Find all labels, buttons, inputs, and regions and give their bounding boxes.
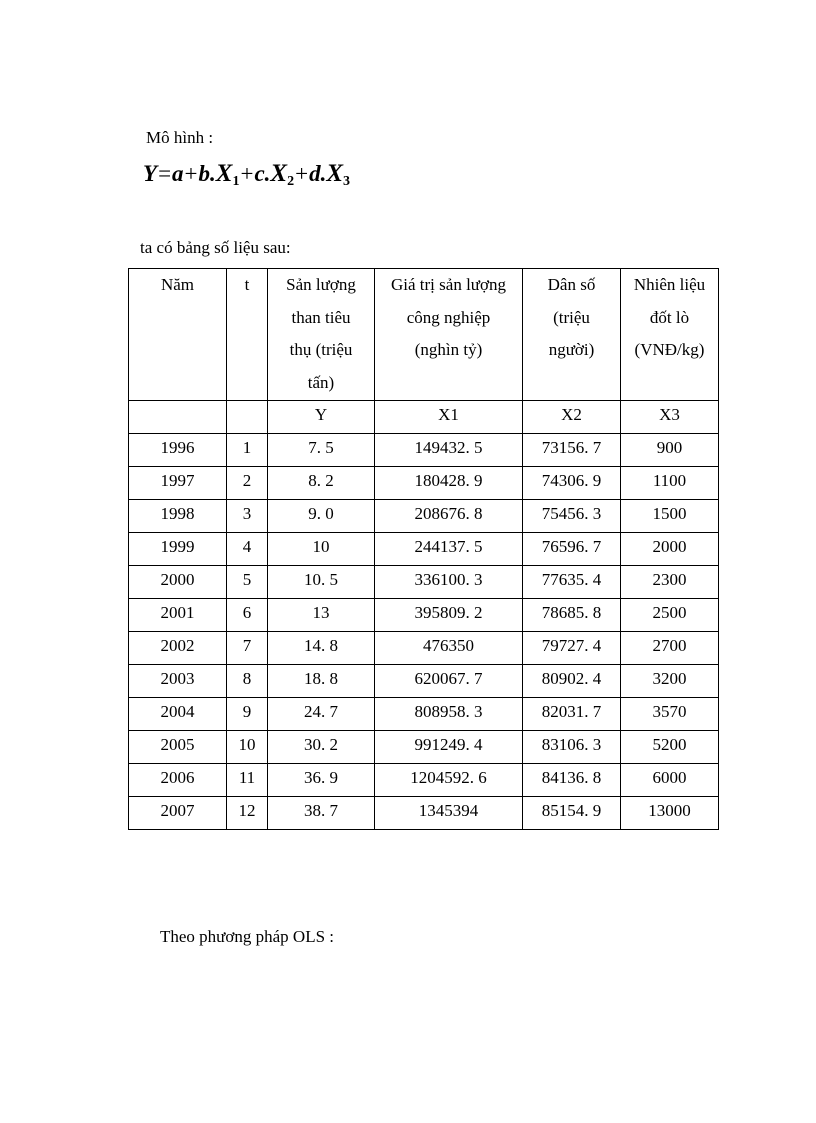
formula-equals: = <box>158 161 172 186</box>
table-cell: 4 <box>227 533 268 566</box>
column-header-line: công nghiệp <box>406 307 491 327</box>
formula-plus-2: + <box>240 161 254 186</box>
table-cell: 2001 <box>129 599 227 632</box>
table-cell: 336100. 3 <box>375 566 523 599</box>
table-row <box>129 500 719 533</box>
table-cell: 2003 <box>129 665 227 698</box>
table-cell: 12 <box>227 797 268 830</box>
table-cell: 1998 <box>129 500 227 533</box>
ols-text: Theo phương pháp OLS : <box>160 927 335 946</box>
table-cell: 2500 <box>621 599 719 632</box>
table-cell: 83106. 3 <box>523 731 621 764</box>
table-cell: 74306. 9 <box>523 467 621 500</box>
table-cell: 991249. 4 <box>375 731 523 764</box>
table-row <box>129 467 719 500</box>
column-header-line: than tiêu <box>291 307 351 327</box>
column-header <box>129 269 227 401</box>
table-cell: 2 <box>227 467 268 500</box>
table-cell: 85154. 9 <box>523 797 621 830</box>
column-header <box>621 269 719 401</box>
table-cell: 2000 <box>621 533 719 566</box>
column-header-line: (nghìn tỷ) <box>414 340 483 359</box>
table-cell: 7 <box>227 632 268 665</box>
table-cell: 10. 5 <box>268 566 375 599</box>
table-cell: 6000 <box>621 764 719 797</box>
table-cell: 6 <box>227 599 268 632</box>
column-header-line: t <box>244 275 250 294</box>
table-cell: 180428. 9 <box>375 467 523 500</box>
variable-symbol-cell <box>227 401 268 434</box>
regression-formula <box>143 160 350 190</box>
table-cell: 38. 7 <box>268 797 375 830</box>
table-cell: 208676. 8 <box>375 500 523 533</box>
formula-a: a <box>172 161 184 186</box>
column-header-line: Giá trị sản lượng <box>391 275 506 294</box>
table-row <box>129 698 719 731</box>
table-cell: 476350 <box>375 632 523 665</box>
table-row <box>129 566 719 599</box>
table-cell: 82031. 7 <box>523 698 621 731</box>
table-cell: 13000 <box>621 797 719 830</box>
table-cell: 75456. 3 <box>523 500 621 533</box>
table-cell: 900 <box>621 434 719 467</box>
column-header-line: Dân số <box>547 275 596 294</box>
formula-c: c. <box>254 161 271 186</box>
column-header-line: đốt lò <box>649 307 690 327</box>
table-cell: 2005 <box>129 731 227 764</box>
table-row <box>129 665 719 698</box>
column-header-line: tấn) <box>307 372 335 392</box>
variable-symbol-cell: X2 <box>523 401 621 434</box>
table-cell: 149432. 5 <box>375 434 523 467</box>
table-cell: 3200 <box>621 665 719 698</box>
table-cell: 1500 <box>621 500 719 533</box>
variable-symbol-cell: X3 <box>621 401 719 434</box>
intro-text: ta có bảng số liệu sau: <box>140 238 291 257</box>
table-header-row <box>129 269 719 401</box>
table-cell: 5 <box>227 566 268 599</box>
column-header <box>523 269 621 401</box>
table-cell: 13 <box>268 599 375 632</box>
table-row <box>129 731 719 764</box>
column-header-line: Nhiên liệu <box>633 275 706 294</box>
column-header-line: Sản lượng <box>286 275 356 294</box>
variable-symbol-cell: X1 <box>375 401 523 434</box>
table-row <box>129 533 719 566</box>
table-cell: 620067. 7 <box>375 665 523 698</box>
column-header <box>268 269 375 401</box>
table-cell: 30. 2 <box>268 731 375 764</box>
formula-d: d. <box>309 161 327 186</box>
table-cell: 11 <box>227 764 268 797</box>
formula-x3: X <box>326 160 344 187</box>
table-cell: 73156. 7 <box>523 434 621 467</box>
table-body <box>129 434 719 830</box>
table-cell: 3 <box>227 500 268 533</box>
formula-x2: X <box>270 160 288 187</box>
table-cell: 10 <box>268 533 375 566</box>
formula-plus-1: + <box>184 161 198 186</box>
variable-symbol-cell: Y <box>268 401 375 434</box>
table-cell: 244137. 5 <box>375 533 523 566</box>
table-cell: 78685. 8 <box>523 599 621 632</box>
table-cell: 2700 <box>621 632 719 665</box>
table-cell: 84136. 8 <box>523 764 621 797</box>
table-cell: 1345394 <box>375 797 523 830</box>
formula-b: b. <box>198 161 216 186</box>
table-cell: 36. 9 <box>268 764 375 797</box>
table-cell: 24. 7 <box>268 698 375 731</box>
table-cell: 8 <box>227 665 268 698</box>
table-cell: 1996 <box>129 434 227 467</box>
formula-sub1: 1 <box>232 174 240 189</box>
table-row <box>129 632 719 665</box>
model-label: Mô hình : <box>146 128 214 147</box>
table-cell: 79727. 4 <box>523 632 621 665</box>
table-cell: 77635. 4 <box>523 566 621 599</box>
data-table <box>128 268 719 830</box>
column-header-line: Năm <box>160 275 195 294</box>
table-cell: 395809. 2 <box>375 599 523 632</box>
column-header-line: (triệu <box>553 307 590 327</box>
table-cell: 1999 <box>129 533 227 566</box>
table-cell: 10 <box>227 731 268 764</box>
table-row <box>129 434 719 467</box>
table-cell: 1 <box>227 434 268 467</box>
table-cell: 18. 8 <box>268 665 375 698</box>
column-header-line: người) <box>548 340 595 359</box>
table-cell: 5200 <box>621 731 719 764</box>
column-header <box>227 269 268 401</box>
table-cell: 2000 <box>129 566 227 599</box>
table-cell: 3570 <box>621 698 719 731</box>
formula-y: Y <box>143 161 158 186</box>
variable-symbol-cell <box>129 401 227 434</box>
column-header-line: (VNĐ/kg) <box>634 340 705 359</box>
table-cell: 2300 <box>621 566 719 599</box>
table-cell: 9. 0 <box>268 500 375 533</box>
column-header <box>375 269 523 401</box>
formula-plus-3: + <box>295 161 309 186</box>
table-cell: 80902. 4 <box>523 665 621 698</box>
table-cell: 76596. 7 <box>523 533 621 566</box>
table-row <box>129 797 719 830</box>
table-cell: 7. 5 <box>268 434 375 467</box>
table-cell: 2002 <box>129 632 227 665</box>
table-cell: 2004 <box>129 698 227 731</box>
formula-sub3: 3 <box>343 174 351 189</box>
table-cell: 1997 <box>129 467 227 500</box>
table-cell: 2007 <box>129 797 227 830</box>
table-cell: 2006 <box>129 764 227 797</box>
table-cell: 1204592. 6 <box>375 764 523 797</box>
formula-x1: X <box>215 160 233 187</box>
table-cell: 9 <box>227 698 268 731</box>
table-symbol-row <box>129 401 719 434</box>
table-cell: 808958. 3 <box>375 698 523 731</box>
table-cell: 1100 <box>621 467 719 500</box>
table-cell: 8. 2 <box>268 467 375 500</box>
table-cell: 14. 8 <box>268 632 375 665</box>
column-header-line: thụ (triệu <box>289 340 353 359</box>
table-row <box>129 764 719 797</box>
table-row <box>129 599 719 632</box>
formula-sub2: 2 <box>287 174 295 189</box>
